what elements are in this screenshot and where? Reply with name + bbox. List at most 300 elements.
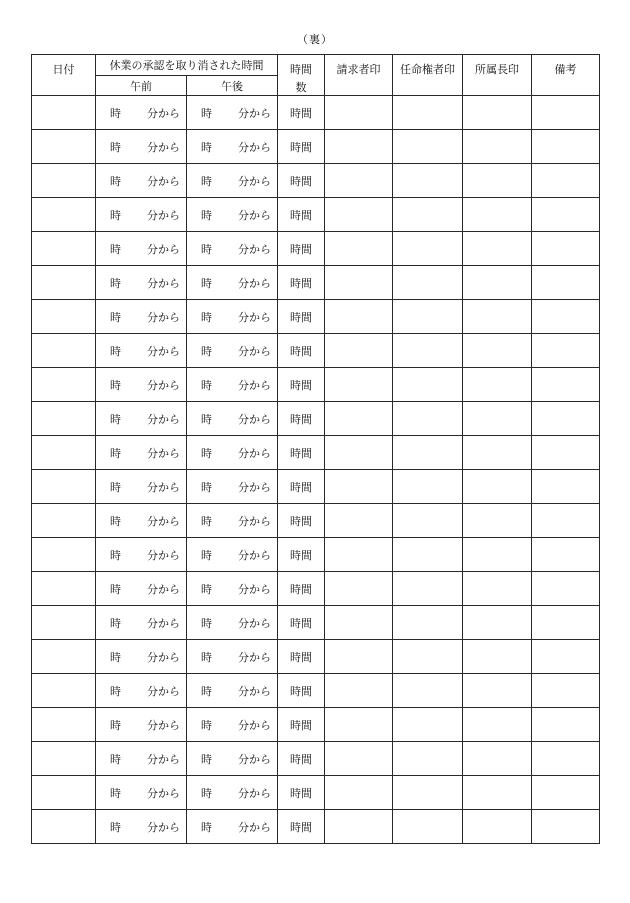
requester-seal-cell[interactable] xyxy=(325,402,393,436)
table-row xyxy=(32,266,600,300)
director-seal-cell[interactable] xyxy=(463,300,532,334)
minute-from-label: 分から xyxy=(238,684,271,698)
minute-from-label: 分から xyxy=(238,650,271,664)
hour-label: 時 xyxy=(201,174,212,188)
requester-seal-cell[interactable] xyxy=(325,96,393,130)
table-row xyxy=(32,198,600,232)
remarks-cell[interactable] xyxy=(532,776,600,810)
hour-label: 時 xyxy=(201,344,212,358)
hours-cell[interactable] xyxy=(278,96,325,130)
table-row xyxy=(32,606,600,640)
pm-time-cell[interactable] xyxy=(187,368,278,402)
appointer-seal-cell[interactable] xyxy=(393,810,463,844)
requester-seal-cell[interactable] xyxy=(325,776,393,810)
requester-seal-cell[interactable] xyxy=(325,640,393,674)
date-cell[interactable] xyxy=(32,334,96,368)
hours-cell[interactable] xyxy=(278,470,325,504)
minute-from-label: 分から xyxy=(238,548,271,562)
hour-label: 時 xyxy=(110,412,121,426)
hours-unit-label: 時間 xyxy=(290,820,312,834)
minute-from-label: 分から xyxy=(147,684,180,698)
pm-time-cell[interactable] xyxy=(187,538,278,572)
remarks-cell[interactable] xyxy=(532,130,600,164)
minute-from-label: 分から xyxy=(238,412,271,426)
hours-cell[interactable] xyxy=(278,708,325,742)
hours-cell[interactable] xyxy=(278,198,325,232)
date-cell[interactable] xyxy=(32,640,96,674)
header-hours xyxy=(278,55,325,96)
appointer-seal-cell[interactable] xyxy=(393,674,463,708)
date-cell[interactable] xyxy=(32,538,96,572)
hour-label: 時 xyxy=(110,480,121,494)
am-time-cell[interactable] xyxy=(96,436,187,470)
remarks-cell[interactable] xyxy=(532,504,600,538)
requester-seal-cell[interactable] xyxy=(325,164,393,198)
am-time-cell[interactable] xyxy=(96,742,187,776)
requester-seal-cell[interactable] xyxy=(325,300,393,334)
hour-label: 時 xyxy=(110,820,121,834)
appointer-seal-cell[interactable] xyxy=(393,232,463,266)
appointer-seal-cell[interactable] xyxy=(393,266,463,300)
hours-cell[interactable] xyxy=(278,300,325,334)
date-cell[interactable] xyxy=(32,198,96,232)
table-row xyxy=(32,164,600,198)
appointer-seal-cell[interactable] xyxy=(393,572,463,606)
remarks-cell[interactable] xyxy=(532,640,600,674)
hours-unit-label: 時間 xyxy=(290,752,312,766)
minute-from-label: 分から xyxy=(147,480,180,494)
hour-label: 時 xyxy=(110,446,121,460)
minute-from-label: 分から xyxy=(147,820,180,834)
director-seal-cell[interactable] xyxy=(463,96,532,130)
hour-label: 時 xyxy=(201,548,212,562)
hours-cell[interactable] xyxy=(278,606,325,640)
table-row xyxy=(32,640,600,674)
date-cell[interactable] xyxy=(32,300,96,334)
table-row xyxy=(32,402,600,436)
hours-cell[interactable] xyxy=(278,402,325,436)
header-row xyxy=(32,55,600,76)
pm-time-cell[interactable] xyxy=(187,708,278,742)
requester-seal-cell[interactable] xyxy=(325,130,393,164)
hours-unit-label: 時間 xyxy=(290,344,312,358)
hour-label: 時 xyxy=(110,310,121,324)
hour-label: 時 xyxy=(201,412,212,426)
requester-seal-cell[interactable] xyxy=(325,810,393,844)
hour-label: 時 xyxy=(201,208,212,222)
pm-time-cell[interactable] xyxy=(187,130,278,164)
hours-unit-label: 時間 xyxy=(290,582,312,596)
am-time-cell[interactable] xyxy=(96,470,187,504)
page-title: （裏） xyxy=(297,33,333,46)
hour-label: 時 xyxy=(201,310,212,324)
hours-cell[interactable] xyxy=(278,232,325,266)
hour-label: 時 xyxy=(110,582,121,596)
hour-label: 時 xyxy=(110,106,121,120)
director-seal-cell[interactable] xyxy=(463,402,532,436)
requester-seal-cell[interactable] xyxy=(325,470,393,504)
pm-time-cell[interactable] xyxy=(187,504,278,538)
hours-unit-label: 時間 xyxy=(290,140,312,154)
pm-time-cell[interactable] xyxy=(187,300,278,334)
hours-cell[interactable] xyxy=(278,810,325,844)
hours-cell[interactable] xyxy=(278,368,325,402)
am-time-cell[interactable] xyxy=(96,232,187,266)
pm-time-cell[interactable] xyxy=(187,96,278,130)
hour-label: 時 xyxy=(110,242,121,256)
remarks-cell[interactable] xyxy=(532,334,600,368)
appointer-seal-cell[interactable] xyxy=(393,198,463,232)
appointer-seal-cell[interactable] xyxy=(393,300,463,334)
appointer-seal-cell[interactable] xyxy=(393,538,463,572)
minute-from-label: 分から xyxy=(147,718,180,732)
am-time-cell[interactable] xyxy=(96,708,187,742)
am-time-cell[interactable] xyxy=(96,164,187,198)
hours-cell[interactable] xyxy=(278,504,325,538)
hours-cell[interactable] xyxy=(278,266,325,300)
hour-label: 時 xyxy=(201,786,212,800)
minute-from-label: 分から xyxy=(147,344,180,358)
am-time-cell[interactable] xyxy=(96,776,187,810)
minute-from-label: 分から xyxy=(147,752,180,766)
am-time-cell[interactable] xyxy=(96,368,187,402)
minute-from-label: 分から xyxy=(238,480,271,494)
table-row xyxy=(32,776,600,810)
table-row xyxy=(32,436,600,470)
minute-from-label: 分から xyxy=(238,140,271,154)
table-row xyxy=(32,708,600,742)
am-time-cell[interactable] xyxy=(96,130,187,164)
director-seal-cell[interactable] xyxy=(463,538,532,572)
hour-label: 時 xyxy=(201,684,212,698)
requester-seal-cell[interactable] xyxy=(325,334,393,368)
hour-label: 時 xyxy=(110,616,121,630)
remarks-cell[interactable] xyxy=(532,810,600,844)
header-hours-line1: 時間 xyxy=(290,63,312,76)
minute-from-label: 分から xyxy=(147,548,180,562)
hour-label: 時 xyxy=(110,140,121,154)
director-seal-cell[interactable] xyxy=(463,436,532,470)
requester-seal-cell[interactable] xyxy=(325,742,393,776)
hours-cell[interactable] xyxy=(278,776,325,810)
hour-label: 時 xyxy=(110,650,121,664)
director-seal-cell[interactable] xyxy=(463,708,532,742)
pm-time-cell[interactable] xyxy=(187,810,278,844)
table-row xyxy=(32,232,600,266)
hour-label: 時 xyxy=(110,548,121,562)
header-director-seal: 所属長印 xyxy=(463,55,532,96)
table-row xyxy=(32,742,600,776)
appointer-seal-cell[interactable] xyxy=(393,164,463,198)
hour-label: 時 xyxy=(201,446,212,460)
am-time-cell[interactable] xyxy=(96,572,187,606)
remarks-cell[interactable] xyxy=(532,402,600,436)
requester-seal-cell[interactable] xyxy=(325,368,393,402)
header-appointer-seal: 任命権者印 xyxy=(393,55,463,96)
pm-time-cell[interactable] xyxy=(187,640,278,674)
date-cell[interactable] xyxy=(32,572,96,606)
minute-from-label: 分から xyxy=(147,140,180,154)
table-row xyxy=(32,470,600,504)
date-cell[interactable] xyxy=(32,436,96,470)
header-cancelled-time: 休業の承認を取り消された時間 xyxy=(96,55,278,76)
hours-unit-label: 時間 xyxy=(290,276,312,290)
hour-label: 時 xyxy=(201,616,212,630)
hours-unit-label: 時間 xyxy=(290,412,312,426)
hours-cell[interactable] xyxy=(278,130,325,164)
hours-unit-label: 時間 xyxy=(290,310,312,324)
pm-time-cell[interactable] xyxy=(187,470,278,504)
hour-label: 時 xyxy=(201,650,212,664)
appointer-seal-cell[interactable] xyxy=(393,436,463,470)
hour-label: 時 xyxy=(110,344,121,358)
date-cell[interactable] xyxy=(32,164,96,198)
director-seal-cell[interactable] xyxy=(463,776,532,810)
table-row xyxy=(32,96,600,130)
date-cell[interactable] xyxy=(32,742,96,776)
requester-seal-cell[interactable] xyxy=(325,708,393,742)
director-seal-cell[interactable] xyxy=(463,810,532,844)
hour-label: 時 xyxy=(110,208,121,222)
appointer-seal-cell[interactable] xyxy=(393,742,463,776)
hour-label: 時 xyxy=(110,276,121,290)
date-cell[interactable] xyxy=(32,368,96,402)
table-row xyxy=(32,572,600,606)
am-time-cell[interactable] xyxy=(96,96,187,130)
hours-unit-label: 時間 xyxy=(290,174,312,188)
remarks-cell[interactable] xyxy=(532,266,600,300)
pm-time-cell[interactable] xyxy=(187,334,278,368)
hours-cell[interactable] xyxy=(278,538,325,572)
header-requester-seal: 請求者印 xyxy=(325,55,393,96)
hours-unit-label: 時間 xyxy=(290,208,312,222)
remarks-cell[interactable] xyxy=(532,368,600,402)
hours-unit-label: 時間 xyxy=(290,378,312,392)
hour-label: 時 xyxy=(201,582,212,596)
minute-from-label: 分から xyxy=(238,106,271,120)
am-time-cell[interactable] xyxy=(96,504,187,538)
pm-time-cell[interactable] xyxy=(187,674,278,708)
minute-from-label: 分から xyxy=(238,616,271,630)
pm-time-cell[interactable] xyxy=(187,606,278,640)
hour-label: 時 xyxy=(201,140,212,154)
header-pm: 午後 xyxy=(187,76,278,96)
am-time-cell[interactable] xyxy=(96,674,187,708)
am-time-cell[interactable] xyxy=(96,266,187,300)
header-remarks: 備考 xyxy=(532,55,600,96)
remarks-cell[interactable] xyxy=(532,572,600,606)
minute-from-label: 分から xyxy=(238,582,271,596)
director-seal-cell[interactable] xyxy=(463,572,532,606)
appointer-seal-cell[interactable] xyxy=(393,470,463,504)
minute-from-label: 分から xyxy=(238,378,271,392)
remarks-cell[interactable] xyxy=(532,436,600,470)
date-cell[interactable] xyxy=(32,810,96,844)
am-time-cell[interactable] xyxy=(96,810,187,844)
hour-label: 時 xyxy=(201,276,212,290)
date-cell[interactable] xyxy=(32,504,96,538)
director-seal-cell[interactable] xyxy=(463,674,532,708)
director-seal-cell[interactable] xyxy=(463,606,532,640)
director-seal-cell[interactable] xyxy=(463,198,532,232)
minute-from-label: 分から xyxy=(147,208,180,222)
appointer-seal-cell[interactable] xyxy=(393,334,463,368)
hours-cell[interactable] xyxy=(278,572,325,606)
minute-from-label: 分から xyxy=(238,344,271,358)
pm-time-cell[interactable] xyxy=(187,402,278,436)
hours-cell[interactable] xyxy=(278,164,325,198)
table-row xyxy=(32,130,600,164)
requester-seal-cell[interactable] xyxy=(325,504,393,538)
table-row xyxy=(32,538,600,572)
date-cell[interactable] xyxy=(32,776,96,810)
minute-from-label: 分から xyxy=(238,276,271,290)
date-cell[interactable] xyxy=(32,266,96,300)
remarks-cell[interactable] xyxy=(532,742,600,776)
am-time-cell[interactable] xyxy=(96,402,187,436)
hours-cell[interactable] xyxy=(278,436,325,470)
pm-time-cell[interactable] xyxy=(187,572,278,606)
hours-unit-label: 時間 xyxy=(290,718,312,732)
minute-from-label: 分から xyxy=(147,276,180,290)
am-time-cell[interactable] xyxy=(96,198,187,232)
am-time-cell[interactable] xyxy=(96,640,187,674)
director-seal-cell[interactable] xyxy=(463,232,532,266)
appointer-seal-cell[interactable] xyxy=(393,96,463,130)
header-hours-line2: 数 xyxy=(295,81,307,94)
appointer-seal-cell[interactable] xyxy=(393,708,463,742)
pm-time-cell[interactable] xyxy=(187,266,278,300)
hour-label: 時 xyxy=(201,378,212,392)
minute-from-label: 分から xyxy=(238,174,271,188)
hours-unit-label: 時間 xyxy=(290,650,312,664)
pm-time-cell[interactable] xyxy=(187,436,278,470)
date-cell[interactable] xyxy=(32,674,96,708)
remarks-cell[interactable] xyxy=(532,538,600,572)
table-row xyxy=(32,368,600,402)
director-seal-cell[interactable] xyxy=(463,504,532,538)
hour-label: 時 xyxy=(201,106,212,120)
minute-from-label: 分から xyxy=(147,650,180,664)
director-seal-cell[interactable] xyxy=(463,368,532,402)
am-time-cell[interactable] xyxy=(96,334,187,368)
director-seal-cell[interactable] xyxy=(463,164,532,198)
date-cell[interactable] xyxy=(32,606,96,640)
remarks-cell[interactable] xyxy=(532,96,600,130)
hour-label: 時 xyxy=(110,752,121,766)
hours-cell[interactable] xyxy=(278,742,325,776)
table-body xyxy=(32,96,600,844)
date-cell[interactable] xyxy=(32,232,96,266)
header-date: 日付 xyxy=(32,55,96,96)
remarks-cell[interactable] xyxy=(532,674,600,708)
remarks-cell[interactable] xyxy=(532,198,600,232)
pm-time-cell[interactable] xyxy=(187,164,278,198)
date-cell[interactable] xyxy=(32,130,96,164)
remarks-cell[interactable] xyxy=(532,606,600,640)
date-cell[interactable] xyxy=(32,96,96,130)
hours-unit-label: 時間 xyxy=(290,786,312,800)
minute-from-label: 分から xyxy=(238,208,271,222)
remarks-cell[interactable] xyxy=(532,470,600,504)
minute-from-label: 分から xyxy=(147,310,180,324)
hour-label: 時 xyxy=(201,752,212,766)
minute-from-label: 分から xyxy=(238,514,271,528)
remarks-cell[interactable] xyxy=(532,300,600,334)
pm-time-cell[interactable] xyxy=(187,232,278,266)
requester-seal-cell[interactable] xyxy=(325,606,393,640)
hour-label: 時 xyxy=(201,514,212,528)
minute-from-label: 分から xyxy=(147,106,180,120)
hour-label: 時 xyxy=(201,480,212,494)
appointer-seal-cell[interactable] xyxy=(393,776,463,810)
minute-from-label: 分から xyxy=(238,718,271,732)
appointer-seal-cell[interactable] xyxy=(393,130,463,164)
director-seal-cell[interactable] xyxy=(463,266,532,300)
pm-time-cell[interactable] xyxy=(187,198,278,232)
requester-seal-cell[interactable] xyxy=(325,572,393,606)
pm-time-cell[interactable] xyxy=(187,742,278,776)
appointer-seal-cell[interactable] xyxy=(393,402,463,436)
hours-unit-label: 時間 xyxy=(290,480,312,494)
minute-from-label: 分から xyxy=(147,514,180,528)
hours-unit-label: 時間 xyxy=(290,548,312,562)
date-cell[interactable] xyxy=(32,470,96,504)
hour-label: 時 xyxy=(110,514,121,528)
hour-label: 時 xyxy=(110,684,121,698)
appointer-seal-cell[interactable] xyxy=(393,504,463,538)
hour-label: 時 xyxy=(110,786,121,800)
director-seal-cell[interactable] xyxy=(463,334,532,368)
remarks-cell[interactable] xyxy=(532,164,600,198)
requester-seal-cell[interactable] xyxy=(325,198,393,232)
leave-cancellation-table xyxy=(31,54,600,844)
minute-from-label: 分から xyxy=(147,378,180,392)
am-time-cell[interactable] xyxy=(96,300,187,334)
appointer-seal-cell[interactable] xyxy=(393,368,463,402)
am-time-cell[interactable] xyxy=(96,606,187,640)
hours-unit-label: 時間 xyxy=(290,106,312,120)
am-time-cell[interactable] xyxy=(96,538,187,572)
pm-time-cell[interactable] xyxy=(187,776,278,810)
table-row xyxy=(32,674,600,708)
date-cell[interactable] xyxy=(32,708,96,742)
hour-label: 時 xyxy=(201,242,212,256)
minute-from-label: 分から xyxy=(238,446,271,460)
director-seal-cell[interactable] xyxy=(463,470,532,504)
hours-cell[interactable] xyxy=(278,674,325,708)
director-seal-cell[interactable] xyxy=(463,742,532,776)
director-seal-cell[interactable] xyxy=(463,640,532,674)
appointer-seal-cell[interactable] xyxy=(393,640,463,674)
requester-seal-cell[interactable] xyxy=(325,266,393,300)
date-cell[interactable] xyxy=(32,402,96,436)
requester-seal-cell[interactable] xyxy=(325,436,393,470)
requester-seal-cell[interactable] xyxy=(325,674,393,708)
remarks-cell[interactable] xyxy=(532,708,600,742)
minute-from-label: 分から xyxy=(147,242,180,256)
requester-seal-cell[interactable] xyxy=(325,232,393,266)
hours-cell[interactable] xyxy=(278,640,325,674)
remarks-cell[interactable] xyxy=(532,232,600,266)
director-seal-cell[interactable] xyxy=(463,130,532,164)
hours-cell[interactable] xyxy=(278,334,325,368)
hours-unit-label: 時間 xyxy=(290,514,312,528)
hour-label: 時 xyxy=(201,718,212,732)
appointer-seal-cell[interactable] xyxy=(393,606,463,640)
requester-seal-cell[interactable] xyxy=(325,538,393,572)
hour-label: 時 xyxy=(110,378,121,392)
